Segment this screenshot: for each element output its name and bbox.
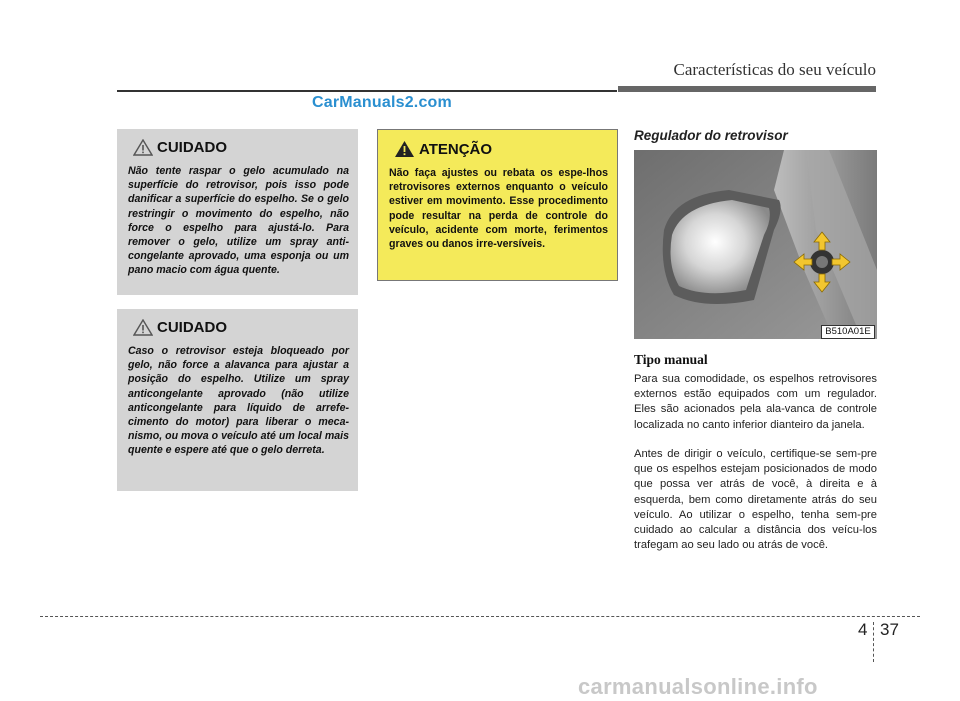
caution-title: CUIDADO <box>157 319 227 336</box>
mirror-adjuster-illustration <box>634 150 877 339</box>
image-code-label: B510A01E <box>821 325 875 339</box>
warning-triangle-icon <box>133 319 153 336</box>
warning-triangle-icon <box>133 139 153 156</box>
page-number: 37 <box>880 620 899 639</box>
danger-triangle-icon <box>394 140 415 158</box>
header-rule-thick <box>618 86 876 92</box>
page-number-separator <box>873 622 874 662</box>
body-paragraph: Antes de dirigir o veículo, certifique-se sem-pre que os espelhos estejam posicionados de modo que possa ver atrás de você, à direita e à esquerda, bem como diretamente atrás do seu veículo. Ao utilizar o espelho, tenha sem-pre cuidado ao calcular a distância dos veícu-los trafegam ao seu lado ou atrás de você. <box>634 448 877 552</box>
page-header-title: Características do seu veículo <box>673 60 876 79</box>
caution-title: CUIDADO <box>157 139 227 156</box>
warning-box <box>377 129 618 281</box>
watermark-link[interactable]: CarManuals2.com <box>312 94 452 111</box>
footer-dashed-rule <box>40 616 920 617</box>
body-paragraph: Para sua comodidade, os espelhos retrovisores externos estão equipados com um regulador. Eles são acionados pela ala-vanca de controle localizada no canto inferior dianteiro da janela. <box>634 373 877 431</box>
caution-box <box>117 309 358 491</box>
chapter-number: 4 <box>858 620 868 639</box>
subsection-title: Tipo manual <box>634 352 708 367</box>
warning-header <box>394 140 608 158</box>
caution-header <box>133 319 349 336</box>
footer-watermark[interactable]: carmanualsonline.info <box>578 674 818 699</box>
caution-header <box>133 139 349 156</box>
warning-text: Não faça ajustes ou rebata os espe-lhos retrovisores externos enquanto o veículo estiver em movimento. Esse procedimento pode resultar na perda de controle do veículo, acidente com morte, ferimentos graves ou danos irre-versíveis. <box>389 167 608 251</box>
caution-text: Caso o retrovisor esteja bloqueado por gelo, não force a alavanca para ajustar a posição do espelho. Utilize um spray anticongelante aprovado (não utilize anticongelante para líquido de arrefe-cimento do motor) para liberar o meca-nismo, ou mova o veículo até um local mais quente e espere até que o gelo derreta. <box>128 345 349 457</box>
warning-title: ATENÇÃO <box>419 140 493 158</box>
caution-text: Não tente raspar o gelo acumulado na superfície do retrovisor, pois isso pode danificar a superfície do espelho. Se o gelo restringir o movimento do espelho, não force o espelho para ajustá-lo. Para remover o gelo, utilize um spray anti-congelante aprovado, uma esponja ou um pano macio com água quente. <box>128 165 349 277</box>
caution-box <box>117 129 358 295</box>
section-title: Regulador do retrovisor <box>634 128 788 143</box>
header-rule <box>117 90 617 92</box>
